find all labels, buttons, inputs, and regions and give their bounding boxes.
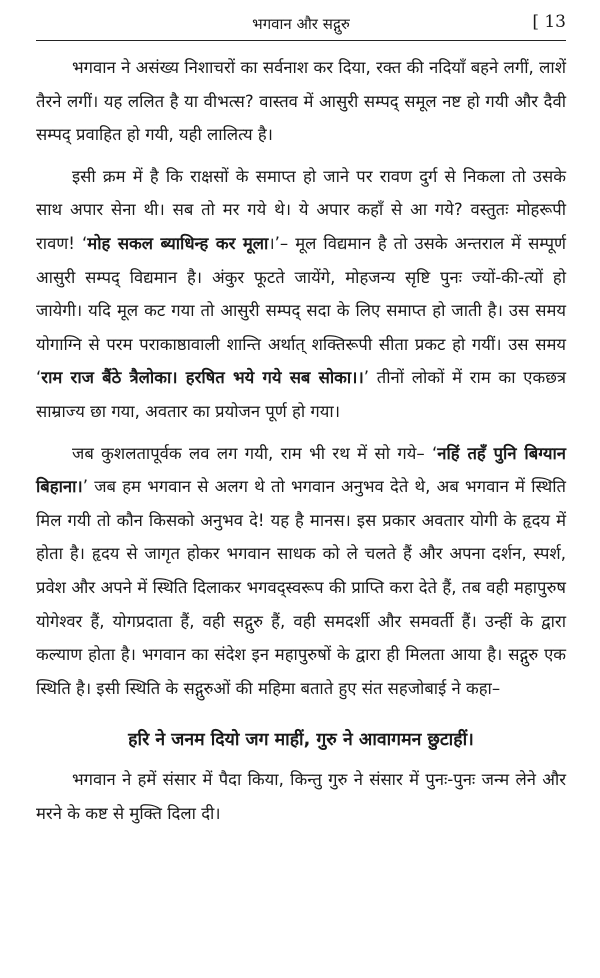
- paragraph-3-text-a: जब कुशलतापूर्वक लव लग गयी, राम भी रथ में सो गये– ‘: [72, 443, 438, 463]
- paragraph-1: [36, 51, 566, 152]
- quote-ram-raj: राम राज बैंठे त्रैलोका। हरषित भये गये सब सोका।।: [41, 368, 364, 388]
- closing-paragraph: भगवान ने हमें संसार में पैदा किया, किन्तु गुरु ने संसार में पुनः-पुनः जन्म लेने और मरने के कष्ट से मुक्ति दिला दी।: [36, 770, 566, 823]
- paragraph-2-text-c: ’ तीनों लोकों में राम का एकछत्र साम्राज्य छा गया, अवतार का प्रयोजन पूर्ण हो गया।: [36, 368, 566, 421]
- running-title: भगवान और सद्गुरु: [252, 15, 350, 33]
- running-header: [36, 0, 566, 41]
- doha-verse: हरि ने जनम दियो जग माहीं, गुरु ने आवागमन छुटाहीं।: [128, 730, 474, 751]
- paragraph-2: [36, 160, 566, 429]
- paragraph-3-text-b: ’ जब हम भगवान से अलग थे तो भगवान अनुभव देते थे, अब भगवान में स्थिति मिल गयी तो कौन किसको अनुभव दे! यह है मानस। इस प्रकार अवतार योगी के हृदय में होता है। हृदय से जागृत होकर भगवान साधक को ले चलते हैं और अपना दर्शन, स्पर्श, प्रवेश और अपने में स्थिति दिलाकर भगवद्स्वरूप की प्राप्ति करा देते हैं, तब वही महापुरुष योगेश्वर हैं, योगप्रदाता हैं, वही सद्गुरु हैं, वही समदर्शी और समवर्ती हैं। उन्हीं के द्वारा कल्याण होता है। भगवान का संदेश इन महापुरुषों के द्वारा ही मिलता आया है। सद्गुरु एक स्थिति है। इसी स्थिति के सद्गुरुओं की महिमा बताते हुए संत सहजोबाई ने कहा–: [36, 477, 566, 698]
- page-number: [ 13: [532, 12, 566, 32]
- paragraph-2-text-b: ।’– मूल विद्यमान है तो उसके अन्तराल में सम्पूर्ण आसुरी सम्पद् विद्यमान है। अंकुर फूटते जायेंगे, मोहजन्य सृष्टि पुनः ज्यों-की-त्यों हो जायेगी। यदि मूल कट गया तो आसुरी सम्पद् सदा के लिए समाप्त हो जाती है। उस समय योगाग्नि से परम पराकाष्ठावाली शान्ति अर्थात् शक्तिरूपी सीता प्रकट हो गयीं। उस समय ‘: [36, 233, 567, 388]
- quote-moh-sakal: मोह सकल ब्याधिन्ह कर मूला: [87, 233, 269, 253]
- quote-nahin-tahan: नहिं तहँ पुनि बिग्यान बिहाना।: [36, 443, 566, 497]
- paragraph-1-text: भगवान ने असंख्य निशाचरों का सर्वनाश कर दिया, रक्त की नदियाँ बहने लगीं, लाशें तैरने लगीं। यह ललित है या वीभत्स? वास्तव में आसुरी सम्पद् समूल नष्ट हो गयी और दैवी सम्पद् प्रवाहित हो गयी, यही लालित्य है।: [36, 58, 566, 145]
- body-text: [36, 51, 566, 830]
- paragraph-3: [36, 437, 566, 706]
- paragraph-2-text-a: इसी क्रम में है कि राक्षसों के समाप्त हो जाने पर रावण दुर्ग से निकला तो उसके साथ अपार सेना थी। सब तो मर गये थे। ये अपार कहाँ से आ गये? वस्तुतः मोहरूपी रावण! ‘: [36, 166, 566, 253]
